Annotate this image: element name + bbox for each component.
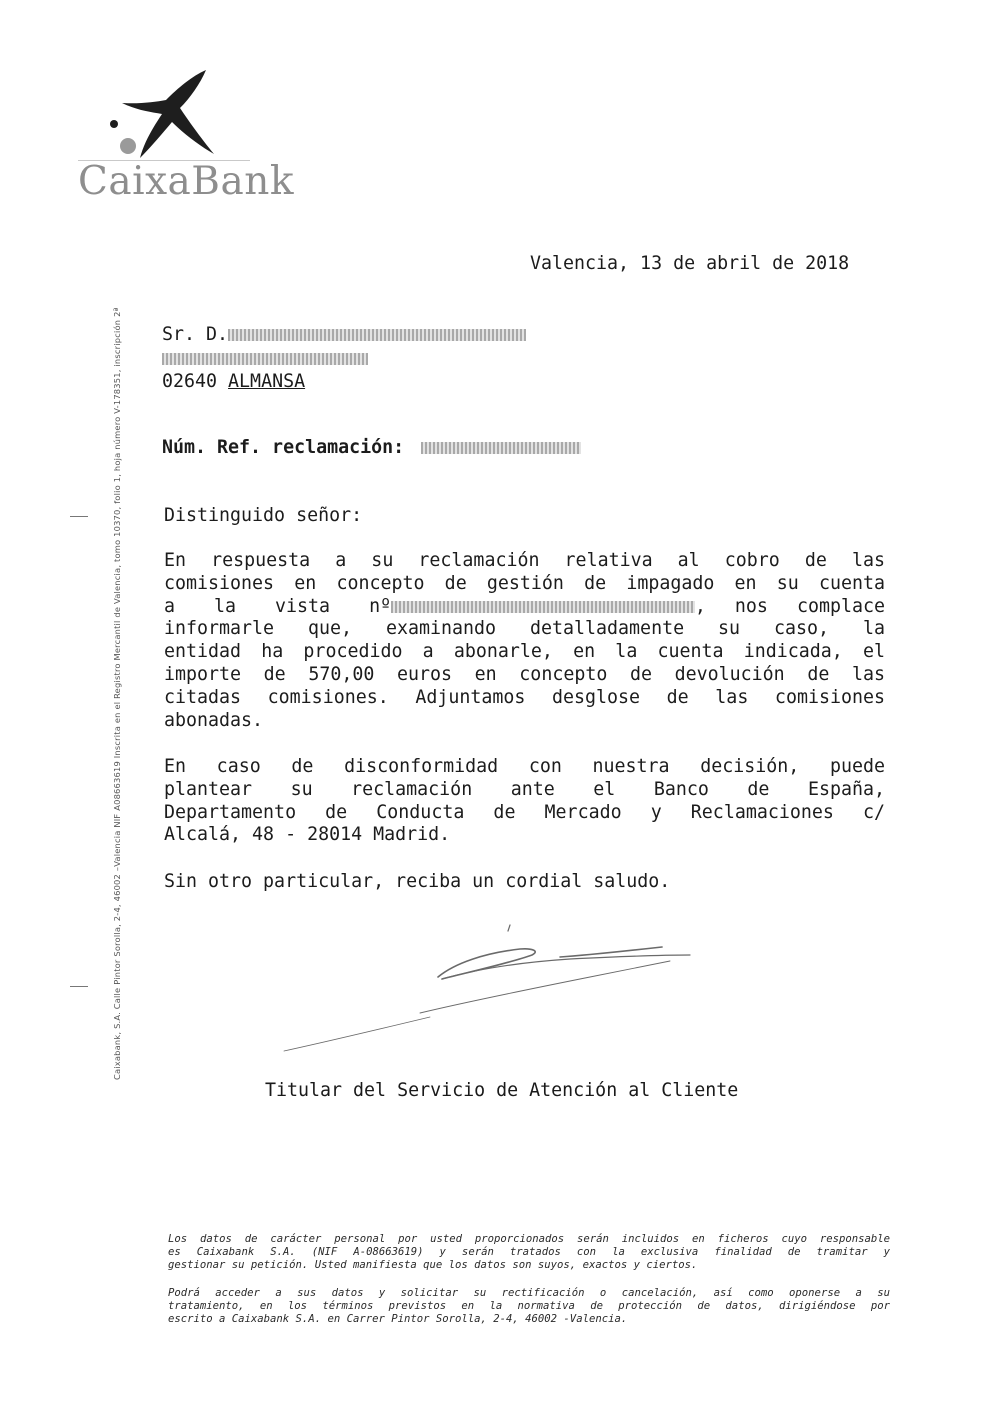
footer-line: tratamiento, en los términos previstos en la normativa de protección de datos, dirigiéndose por — [168, 1300, 890, 1313]
redacted-account-number — [391, 601, 695, 613]
account-line-end: , nos complace — [694, 595, 885, 617]
reference-line — [162, 437, 581, 460]
fold-mark — [70, 516, 88, 517]
recipient-city-line — [162, 371, 526, 395]
paragraph-line: Departamento de Conducta de Mercado y Reclamaciones c/ — [164, 801, 885, 823]
body-paragraph-2 — [164, 756, 885, 847]
paragraph-line: En caso de disconformidad con nuestra decisión, puede — [164, 756, 885, 777]
postal-code: 02640 — [162, 371, 218, 392]
footer-line: es Caixabank S.A. (NIF A-08663619) y serán tratados con la exclusiva finalidad de tramitar y — [168, 1246, 890, 1259]
city: ALMANSA — [228, 371, 306, 392]
privacy-notice-paragraph-1 — [168, 1233, 890, 1273]
paragraph-line: abonadas. — [164, 709, 264, 731]
paragraph-line-account — [164, 596, 885, 619]
greeting: Distinguido señor: — [164, 505, 363, 526]
handwritten-signature-icon — [270, 905, 730, 1065]
footer-line: escrito a Caixabank S.A. en Carrer Pintor Sorolla, 2-4, 46002 -Valencia. — [168, 1313, 628, 1326]
redacted-street — [162, 353, 368, 365]
paragraph-line: entidad ha procedido a abonarle, en la cuenta indicada, el — [164, 641, 885, 663]
paragraph-line: plantear su reclamación ante el Banco de España, — [164, 778, 885, 800]
recipient-address — [162, 324, 526, 395]
paragraph-line: comisiones en concepto de gestión de impagado en su cuenta — [164, 572, 885, 594]
footer-line: Los datos de carácter personal por usted proporcionados serán incluidos en ficheros cuyo responsable — [168, 1233, 890, 1245]
paragraph-line: En respuesta a su reclamación relativa al cobro de las — [164, 550, 885, 571]
brand-name: CaixaBank — [78, 159, 294, 204]
footer-line: Podrá acceder a sus datos y solicitar su rectificación o cancelación, así como oponerse a su — [168, 1287, 890, 1299]
side-legal-notice: Caixabank, S.A. Calle Pintor Sorolla, 2-4, 46002 –Valencia NIF A08663619 Inscrita en el Registro Mercantil de Valencia, tomo 10370, folio 1, hoja número V-178351, inscripción 2ª — [112, 307, 122, 1080]
redacted-name — [228, 329, 526, 341]
recipient-street-line — [162, 348, 526, 372]
caixabank-star-logo-icon — [100, 68, 220, 160]
paragraph-line: Alcalá, 48 - 28014 Madrid. — [164, 824, 451, 846]
fold-mark — [70, 986, 88, 987]
signer-title: Titular del Servicio de Atención al Cliente — [265, 1080, 739, 1101]
account-line-start: a la vista nº — [164, 595, 392, 617]
paragraph-line: importe de 570,00 euros en concepto de devolución de las — [164, 663, 885, 685]
recipient-name-line — [162, 324, 526, 348]
footer-line: gestionar su petición. Usted manifiesta que los datos son suyos, exactos y ciertos. — [168, 1259, 698, 1272]
privacy-notice-paragraph-2 — [168, 1287, 890, 1327]
paragraph-line: citadas comisiones. Adjuntamos desglose de las comisiones — [164, 686, 885, 708]
closing-line: Sin otro particular, reciba un cordial saludo. — [164, 871, 671, 892]
body-paragraph-1 — [164, 550, 885, 732]
reference-label: Núm. Ref. reclamación: — [162, 437, 405, 458]
date-line: Valencia, 13 de abril de 2018 — [530, 253, 850, 274]
paragraph-line: informarle que, examinando detalladamente su caso, la — [164, 618, 885, 640]
redacted-reference-number — [421, 442, 581, 454]
salutation-prefix: Sr. D. — [162, 324, 229, 345]
